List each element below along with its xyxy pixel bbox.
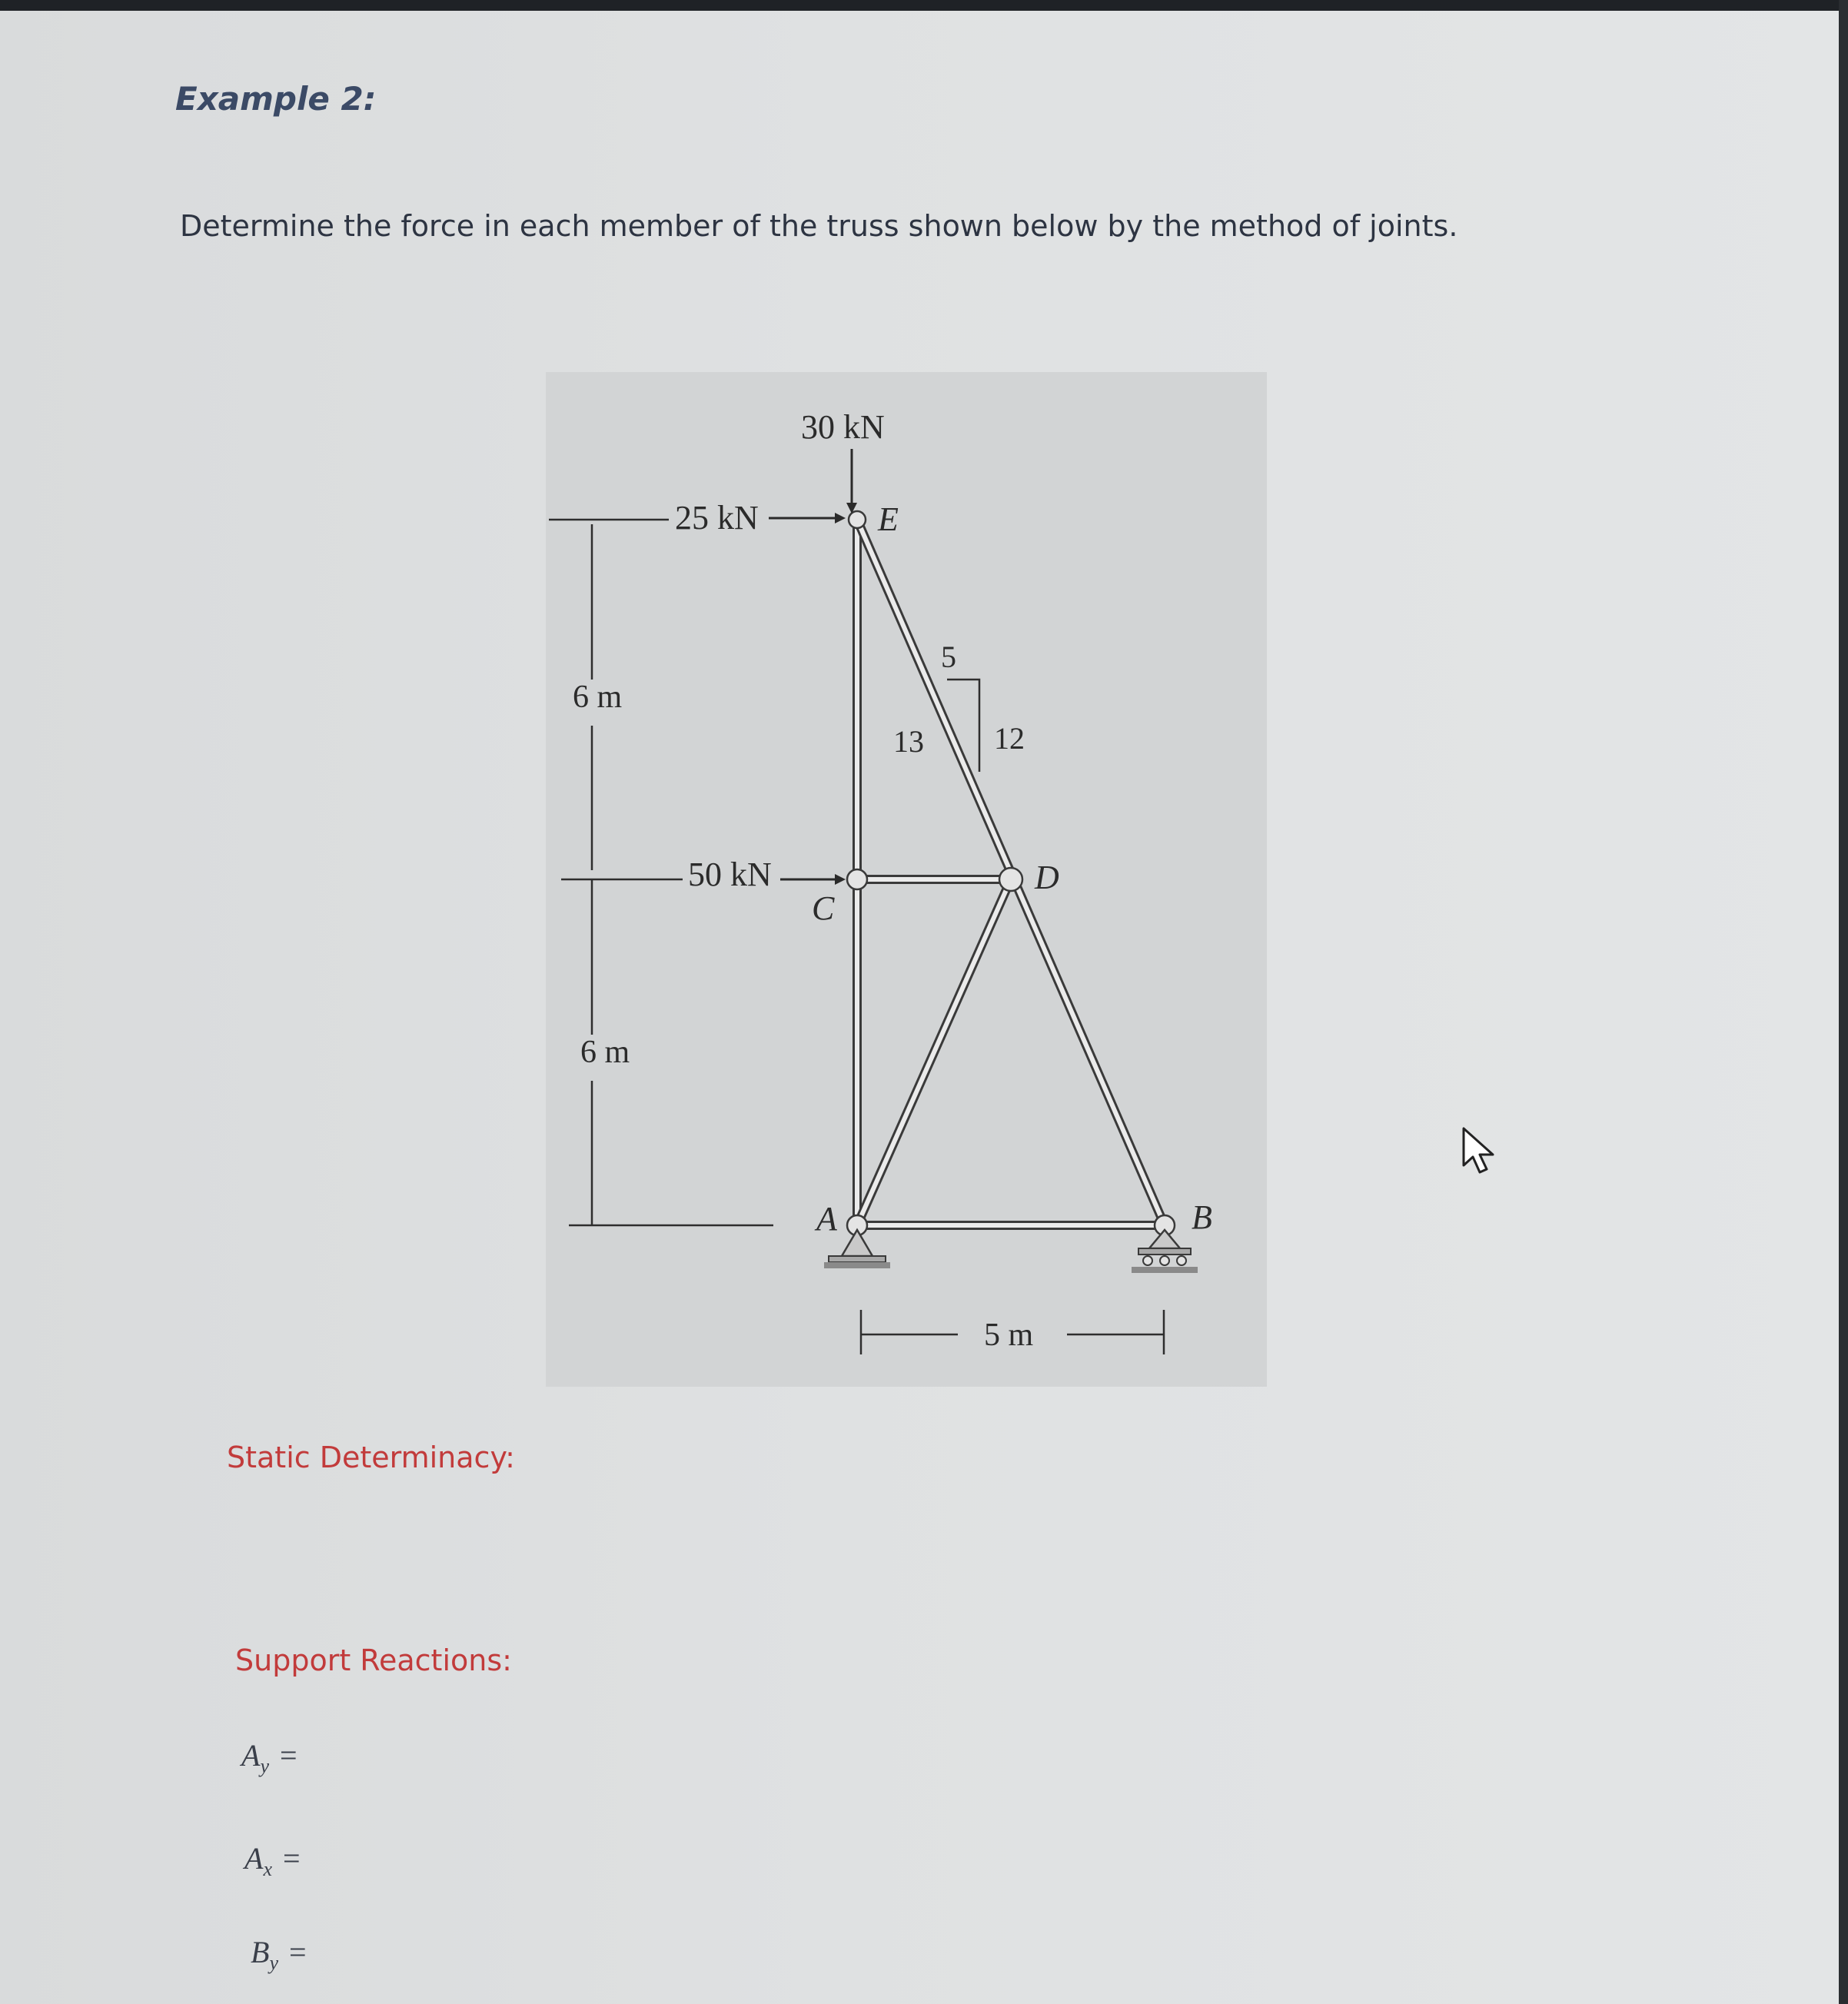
reaction-by-subscript: y (269, 1952, 278, 1974)
reaction-ay-subscript: y (260, 1755, 269, 1777)
support-reactions-label: Support Reactions: (235, 1643, 512, 1677)
reaction-ay-symbol: A (241, 1738, 261, 1773)
load-50kn-label: 50 kN (688, 856, 772, 893)
dimension-upper-label: 6 m (573, 680, 623, 715)
joint-a-label: A (816, 1200, 837, 1238)
load-25kn-label: 25 kN (675, 499, 759, 537)
slope-horizontal-label: 5 (941, 640, 956, 674)
mouse-pointer-icon (1461, 1125, 1499, 1176)
joint-e (849, 511, 866, 528)
reaction-ax-subscript: x (263, 1858, 272, 1880)
reaction-by-row (251, 1934, 307, 1975)
slope-vertical-label: 12 (994, 721, 1025, 756)
joint-b-label: B (1192, 1198, 1212, 1236)
truss-figure (546, 372, 1267, 1387)
reaction-ay-equals: = (279, 1738, 297, 1773)
reaction-ax-equals: = (282, 1841, 301, 1876)
joint-d-label: D (1035, 859, 1059, 896)
reaction-ax-symbol: A (244, 1841, 264, 1876)
dimension-base-label: 5 m (984, 1318, 1034, 1353)
reaction-by-symbol: B (251, 1935, 270, 1969)
static-determinacy-label: Static Determinacy: (227, 1441, 515, 1474)
problem-statement: Determine the force in each member of the truss shown below by the method of joints. (180, 209, 1458, 243)
dimension-lower-label: 6 m (580, 1035, 630, 1070)
joint-c-label: C (812, 889, 835, 927)
reaction-ax-row (244, 1840, 301, 1881)
example-heading: Example 2: (175, 80, 377, 118)
joint-c (847, 869, 867, 889)
reaction-by-equals: = (288, 1935, 307, 1969)
joint-d (999, 868, 1022, 891)
document-page (0, 11, 1839, 2004)
load-30kn-label: 30 kN (801, 408, 885, 446)
reaction-ay-row (241, 1737, 297, 1778)
joint-e-label: E (878, 500, 899, 538)
slope-hypotenuse-label: 13 (893, 724, 924, 759)
screen-bezel (1839, 0, 1848, 2004)
